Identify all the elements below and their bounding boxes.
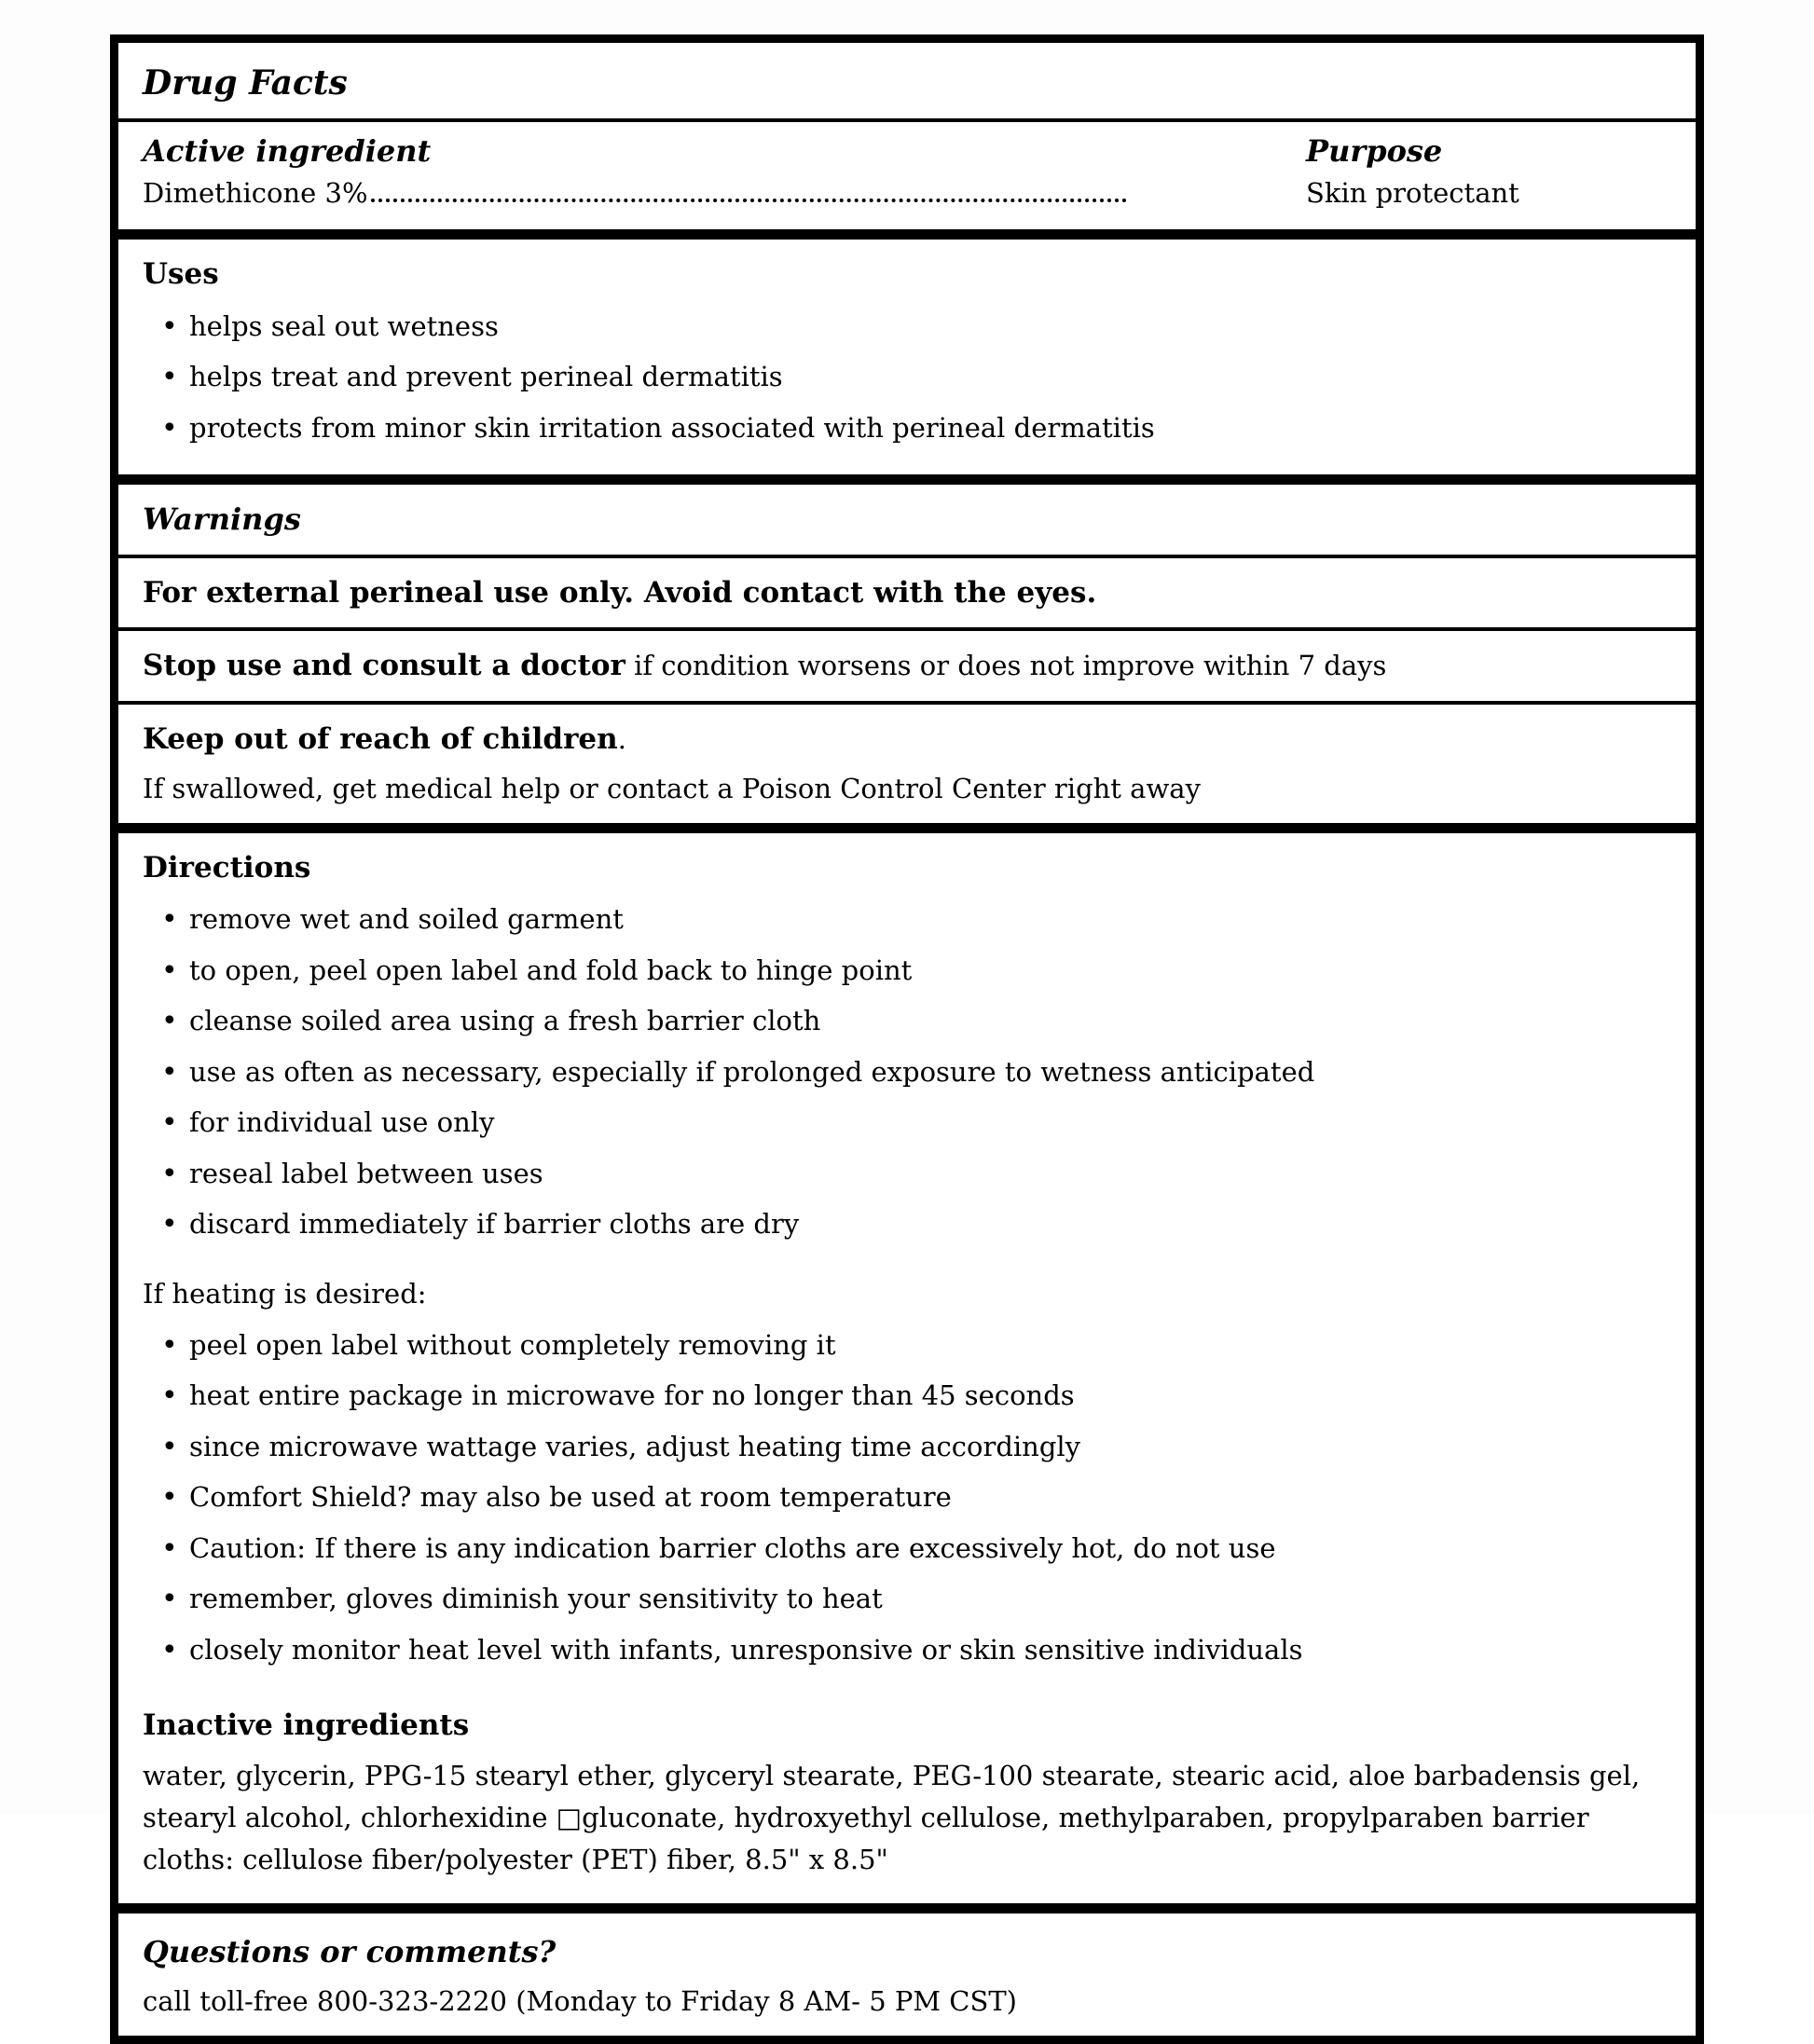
drug-facts-label <box>110 34 1704 2044</box>
heating-item: • Comfort Shield? may also be used at room temperature <box>143 1477 1671 1518</box>
heating-item: • closely monitor heat level with infants, unresponsive or skin sensitive individuals <box>143 1630 1671 1671</box>
warnings-heading-section <box>118 485 1696 557</box>
heating-heading: If heating is desired: <box>143 1277 427 1310</box>
stop-use-bold: Stop use and consult a doctor <box>143 649 625 683</box>
directions-list <box>143 899 1671 1245</box>
direction-item: • use as often as necessary, especially if prolonged exposure to wetness anticipated <box>143 1052 1671 1093</box>
children-heading: Keep out of reach of children <box>143 721 618 756</box>
use-item: • helps treat and prevent perineal dermatitis <box>143 357 1671 398</box>
purpose-heading: Purpose <box>1306 132 1443 169</box>
use-item: • helps seal out wetness <box>143 307 1671 348</box>
external-use-text: For external perineal use only. Avoid contact with the eyes. <box>143 575 1097 610</box>
purpose-column <box>1306 130 1671 214</box>
active-ingredient-column <box>143 130 1129 214</box>
children-heading-period: . <box>617 722 626 755</box>
uses-heading: Uses <box>143 257 219 292</box>
heating-item: • remember, gloves diminish your sensitivity to heat <box>143 1579 1671 1620</box>
external-use-section <box>118 558 1696 632</box>
uses-list <box>143 307 1671 449</box>
inactive-ingredients-text: water, glycerin, PPG-15 stearyl ether, glyceryl stearate, PEG-100 stearate, stearic acid, aloe barbadensis gel, stearyl alcohol, chlorhexidine □gluconate, hydroxyethyl cellulose, methylparaben, propylparaben barrier cloths: cellulose fiber/polyester (PET) fiber, 8.5" x 8.5" <box>143 1759 1641 1875</box>
questions-text: call toll-free 800-323-2220 (Monday to Friday 8 AM- 5 PM CST) <box>143 1985 1017 2018</box>
active-ingredient-name: Dimethicone 3% <box>143 177 368 210</box>
stop-use-line <box>143 644 1671 688</box>
inactive-ingredients-heading: Inactive ingredients <box>143 1708 470 1743</box>
directions-heading: Directions <box>143 850 311 885</box>
direction-item: • remove wet and soiled garment <box>143 899 1671 940</box>
direction-item: • discard immediately if barrier cloths are dry <box>143 1204 1671 1245</box>
dotted-leader <box>371 199 1127 202</box>
direction-item: • reseal label between uses <box>143 1154 1671 1195</box>
uses-section <box>118 240 1696 485</box>
stop-use-section <box>118 631 1696 705</box>
heating-item: • Caution: If there is any indication barrier cloths are excessively hot, do not use <box>143 1529 1671 1570</box>
children-heading-line <box>143 718 1671 761</box>
purpose-value: Skin protectant <box>1306 177 1519 210</box>
direction-item: • cleanse soiled area using a fresh barrier cloth <box>143 1001 1671 1042</box>
active-ingredient-line <box>143 172 1129 214</box>
heating-item: • heat entire package in microwave for no longer than 45 seconds <box>143 1376 1671 1417</box>
warnings-heading: Warnings <box>143 501 301 538</box>
label-title: Drug Facts <box>143 63 348 103</box>
title-section <box>118 43 1696 122</box>
children-text: If swallowed, get medical help or contact a Poison Control Center right away <box>143 773 1201 805</box>
heating-item: • since microwave wattage varies, adjust heating time accordingly <box>143 1427 1671 1468</box>
questions-heading: Questions or comments? <box>143 1933 557 1969</box>
direction-item: • for individual use only <box>143 1103 1671 1144</box>
direction-item: • to open, peel open label and fold back to hinge point <box>143 951 1671 992</box>
directions-section <box>118 833 1696 1914</box>
active-ingredient-heading: Active ingredient <box>143 132 432 169</box>
questions-section <box>118 1914 1696 2036</box>
stop-use-rest: if condition worsens or does not improve within 7 days <box>634 650 1387 682</box>
heating-item: • peel open label without completely removing it <box>143 1325 1671 1366</box>
heating-list <box>143 1325 1671 1671</box>
children-warning-section <box>118 705 1696 833</box>
active-ingredient-section <box>118 122 1696 240</box>
use-item: • protects from minor skin irritation associated with perineal dermatitis <box>143 408 1671 449</box>
